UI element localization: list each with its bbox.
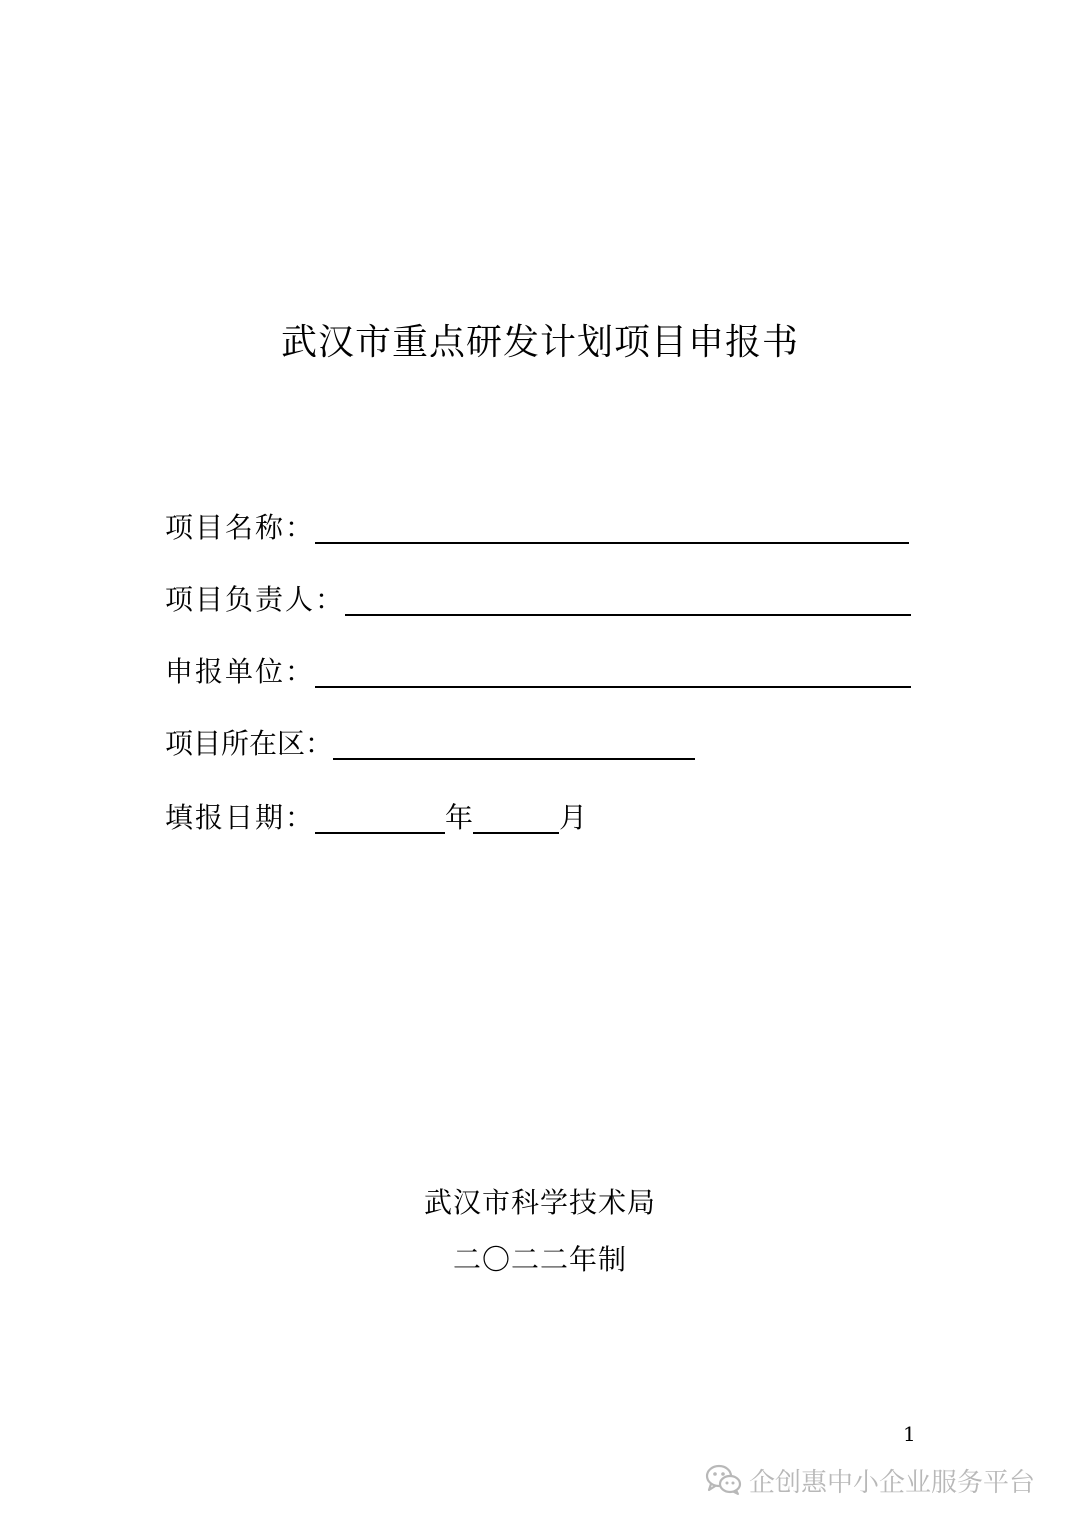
field-applicant-unit (165, 652, 911, 692)
issuing-authority: 武汉市科学技术局 (423, 1186, 656, 1219)
field-project-district (165, 724, 695, 764)
project-name-blank (315, 512, 909, 544)
field-label: 项目负责人： (165, 583, 346, 616)
field-label: 项目所在区： (165, 727, 334, 760)
month-blank (473, 802, 559, 834)
wechat-icon (705, 1464, 743, 1496)
watermark (705, 1460, 1035, 1500)
field-fill-date (165, 798, 587, 838)
watermark-text: 企创惠中小企业服务平台 (749, 1467, 1036, 1498)
document-title: 武汉市重点研发计划项目申报书 (280, 322, 799, 363)
field-label: 项目名称： (165, 511, 316, 544)
issue-year: 二〇二二年制 (452, 1243, 627, 1276)
year-unit: 年 (445, 801, 474, 834)
page-number: 1 (903, 1422, 916, 1446)
applicant-unit-blank (315, 656, 911, 688)
field-label: 填报日期： (165, 801, 316, 834)
month-unit: 月 (559, 801, 588, 834)
field-label: 申报单位： (165, 655, 316, 688)
field-project-name (165, 508, 909, 548)
field-project-leader (165, 580, 911, 620)
project-leader-blank (345, 584, 911, 616)
year-blank (315, 802, 445, 834)
project-district-blank (333, 728, 695, 760)
